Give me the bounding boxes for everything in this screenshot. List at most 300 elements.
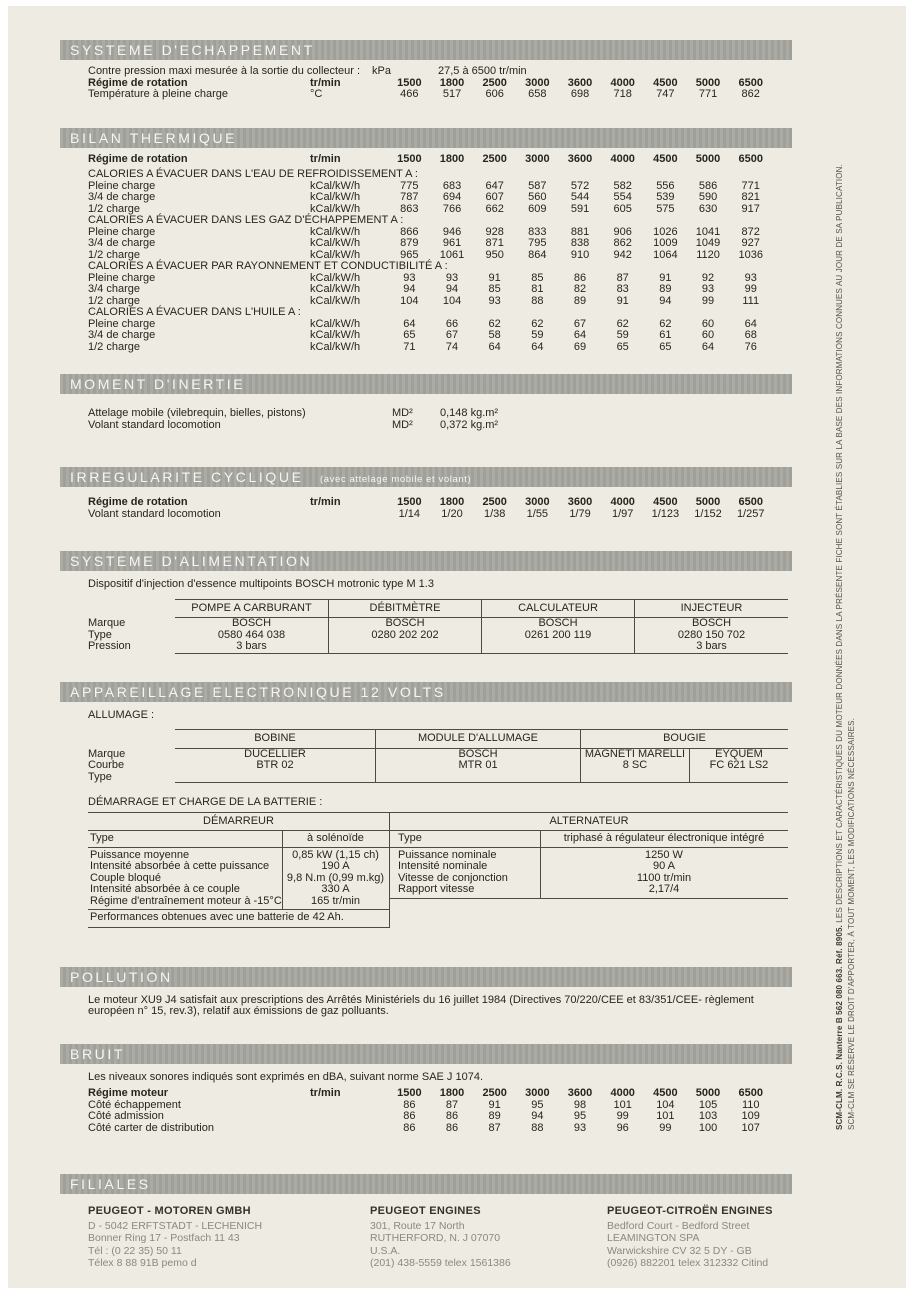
noise-section-title: BRUIT bbox=[70, 1045, 125, 1062]
spec-row bbox=[88, 330, 788, 342]
spec-row bbox=[88, 861, 389, 873]
section-exhaust-system bbox=[8, 40, 906, 101]
value-cell: 539 bbox=[656, 191, 675, 203]
value-cell: 93 bbox=[701, 283, 715, 295]
address-line: (201) 438-5559 telex 1561386 bbox=[370, 1257, 511, 1269]
column-header: CALCULATEUR bbox=[481, 599, 634, 619]
value-cell: 4000 bbox=[610, 152, 635, 165]
value-cell: 5000 bbox=[695, 76, 721, 89]
address-line: Warwickshire CV 32 5 DY - GB bbox=[607, 1244, 752, 1257]
row-label: Marque bbox=[88, 747, 126, 760]
value-cell: 86 bbox=[403, 1110, 416, 1122]
spec-row bbox=[88, 342, 788, 354]
address-line: 301, Route 17 North bbox=[370, 1219, 465, 1232]
value-cell: 3000 bbox=[525, 1087, 550, 1099]
row-unit: MD² bbox=[392, 418, 413, 431]
spec-row bbox=[88, 1111, 788, 1123]
value-cell: 1800 bbox=[439, 76, 465, 89]
value-cell: 74 bbox=[445, 340, 459, 353]
spec-row bbox=[88, 89, 788, 101]
inertia-section-header bbox=[60, 374, 792, 394]
value-cell: 86 bbox=[403, 1098, 416, 1111]
value-cell: 86 bbox=[445, 1110, 459, 1122]
value-cell: 917 bbox=[741, 202, 760, 215]
row-label: Intensité absorbée à ce couple bbox=[90, 883, 240, 895]
value-cell: 1500 bbox=[397, 152, 422, 165]
value-cell: 94 bbox=[403, 283, 416, 295]
value-cell: 718 bbox=[613, 88, 632, 100]
value-cell: 630 bbox=[698, 202, 718, 215]
electronics-section-title: APPAREILLAGE ELECTRONIQUE 12 VOLTS bbox=[70, 683, 446, 700]
section-subsidiaries bbox=[8, 1174, 906, 1270]
value-cell: 104 bbox=[656, 1098, 675, 1111]
value-cell: 1041 bbox=[695, 225, 721, 238]
value-cell: 4500 bbox=[653, 76, 678, 89]
back-pressure-value: 27,5 à 6500 tr/min bbox=[438, 65, 527, 77]
row-label: Côté admission bbox=[88, 1110, 164, 1122]
alternator-table bbox=[390, 812, 788, 899]
value-cell: 91 bbox=[488, 1098, 501, 1111]
row-values bbox=[388, 296, 788, 308]
row-label: Pleine charge bbox=[88, 225, 156, 238]
thermal-section-title: BILAN THERMIQUE bbox=[70, 129, 238, 146]
value-cell: 1/38 bbox=[483, 507, 506, 520]
spec-row bbox=[88, 1123, 788, 1135]
table-cell: BOSCH bbox=[328, 618, 481, 630]
value-cell: 1800 bbox=[439, 496, 465, 508]
value-cell: 64 bbox=[701, 340, 715, 353]
row-label: Rapport vitesse bbox=[398, 883, 475, 895]
row-unit: tr/min bbox=[310, 1087, 341, 1099]
value-cell: 766 bbox=[442, 202, 462, 215]
value-cell: 64 bbox=[744, 317, 757, 330]
value-cell: 4000 bbox=[610, 76, 635, 89]
fuel-section-title: SYSTEME D'ALIMENTATION bbox=[70, 553, 313, 569]
thermal-section-header bbox=[60, 128, 792, 148]
value-cell: 582 bbox=[613, 179, 632, 192]
row-label: Régime de rotation bbox=[88, 76, 188, 89]
group-title-coolant: CALORIES A ÉVACUER DANS L'EAU DE REFROIDISSEMENT A : bbox=[88, 168, 418, 180]
value-cell: 946 bbox=[442, 225, 462, 238]
row-label: Régime de rotation bbox=[88, 152, 188, 165]
spec-row bbox=[88, 319, 788, 331]
value-cell: 950 bbox=[485, 248, 504, 261]
value-cell: 965 bbox=[400, 248, 419, 261]
spec-row bbox=[88, 284, 788, 296]
row-value: 1250 W bbox=[645, 848, 683, 861]
value-cell: 881 bbox=[570, 225, 590, 238]
value-cell: 658 bbox=[528, 88, 547, 100]
value-cell: 66 bbox=[445, 317, 459, 330]
value-cell: 866 bbox=[400, 225, 419, 238]
table-cell bbox=[328, 641, 481, 654]
value-cell: 65 bbox=[616, 340, 629, 353]
value-cell: 59 bbox=[616, 329, 629, 341]
value-cell: 60 bbox=[701, 329, 715, 341]
column-header: MODULE D'ALLUMAGE bbox=[375, 729, 580, 749]
value-cell: 605 bbox=[613, 202, 632, 215]
group-title-exhaust-gas: CALORIES A ÉVACUER DANS LES GAZ D'ÉCHAPPEMENT A : bbox=[88, 214, 404, 226]
spec-row bbox=[88, 896, 389, 908]
table-cell: 0280 150 702 bbox=[634, 630, 788, 642]
value-cell: 89 bbox=[659, 283, 672, 295]
value-cell: 62 bbox=[616, 317, 629, 330]
table-cell: 3 bars bbox=[634, 641, 788, 654]
value-cell: 1/14 bbox=[398, 507, 421, 520]
value-cell: 81 bbox=[531, 283, 544, 295]
value-cell: 879 bbox=[400, 237, 419, 249]
row-value: 0,148 kg.m² bbox=[440, 407, 499, 419]
table-cell: MAGNETI MARELLI bbox=[584, 747, 686, 760]
table-cell: 0580 464 038 bbox=[217, 628, 286, 641]
table-cell bbox=[175, 772, 375, 784]
pollution-text: Le moteur XU9 J4 satisfait aux prescriptions des Arrêtés Ministériels du 16 juillet 1984 (Directives 70/220/CEE et 83/351/CEE- règlement européen n° 15, rev.3), relatif aux émissions de gaz polluants. bbox=[88, 993, 754, 1017]
company-name: PEUGEOT - MOTOREN GMBH bbox=[88, 1205, 251, 1217]
value-cell: 99 bbox=[744, 283, 757, 295]
value-cell: 572 bbox=[570, 179, 590, 192]
row-value: 2,17/4 bbox=[648, 883, 680, 895]
value-cell: 2500 bbox=[482, 496, 507, 508]
subsidiary-usa bbox=[370, 1206, 607, 1270]
value-cell: 95 bbox=[573, 1110, 587, 1122]
value-cell: 1049 bbox=[695, 237, 721, 249]
value-cell: 59 bbox=[531, 329, 544, 341]
row-label: Courbe bbox=[88, 759, 125, 771]
address-line: Bonner Ring 17 - Postfach 11 43 bbox=[88, 1232, 240, 1244]
fuel-section-header bbox=[60, 551, 792, 571]
fuel-system-table bbox=[88, 599, 788, 654]
value-cell: 517 bbox=[442, 88, 462, 100]
back-pressure-unit: kPa bbox=[372, 65, 391, 77]
row-unit: kCal/kW/h bbox=[310, 294, 361, 307]
row-value: triphasé à régulateur électronique intégré bbox=[563, 832, 765, 844]
value-cell: 1009 bbox=[653, 237, 678, 249]
value-cell: 607 bbox=[485, 191, 504, 203]
value-cell: 1/97 bbox=[611, 507, 634, 520]
value-cell: 58 bbox=[488, 329, 501, 341]
row-label: Vitesse de conjonction bbox=[398, 871, 508, 884]
value-cell: 910 bbox=[570, 248, 590, 261]
spec-row bbox=[88, 884, 389, 896]
value-cell: 544 bbox=[570, 191, 590, 203]
value-cell: 82 bbox=[573, 283, 587, 295]
value-cell: 1/152 bbox=[694, 507, 722, 520]
value-cell: 96 bbox=[616, 1121, 629, 1134]
row-unit bbox=[310, 1111, 388, 1123]
table-cell: FC 621 LS2 bbox=[689, 760, 788, 772]
value-cell: 65 bbox=[403, 329, 416, 341]
value-cell: 100 bbox=[698, 1121, 718, 1134]
table-corner bbox=[88, 729, 175, 749]
value-cell: 1500 bbox=[397, 76, 422, 89]
value-cell: 94 bbox=[659, 294, 672, 307]
value-cell: 94 bbox=[531, 1110, 544, 1122]
value-cell: 833 bbox=[528, 225, 547, 238]
row-label: Type bbox=[88, 770, 112, 783]
table-cell: 0261 200 119 bbox=[481, 630, 634, 642]
address-line: Tél : (0 22 35) 50 11 bbox=[88, 1244, 182, 1257]
starter-table bbox=[88, 812, 390, 928]
value-cell: 3600 bbox=[567, 496, 593, 508]
value-cell: 2500 bbox=[482, 1087, 507, 1099]
value-cell: 4500 bbox=[653, 1087, 678, 1099]
value-cell: 67 bbox=[445, 329, 459, 341]
irregularity-section-subtitle: (avec attelage mobile et volant) bbox=[320, 474, 472, 485]
row-label: 1/2 charge bbox=[88, 248, 140, 261]
column-header: POMPE A CARBURANT bbox=[175, 599, 328, 619]
value-cell: 5000 bbox=[695, 152, 721, 165]
row-label: Côté carter de distribution bbox=[88, 1121, 214, 1134]
row-value: 9,8 N.m (0,99 m.kg) bbox=[286, 871, 385, 884]
value-cell: 3000 bbox=[525, 496, 550, 508]
value-cell: 94 bbox=[445, 283, 459, 295]
row-unit: kCal/kW/h bbox=[310, 271, 361, 284]
pollution-section-title: POLLUTION bbox=[70, 968, 173, 985]
column-header: INJECTEUR bbox=[634, 599, 788, 619]
value-cell: 69 bbox=[573, 340, 587, 353]
row-label: 1/2 charge bbox=[88, 340, 140, 353]
row-unit bbox=[310, 1100, 388, 1112]
imprint-line-1 bbox=[834, 164, 846, 1130]
value-cell: 1120 bbox=[696, 248, 720, 261]
row-label: Régime moteur bbox=[88, 1087, 169, 1099]
row-label: Côté échappement bbox=[88, 1098, 181, 1111]
row-label: Attelage mobile (vilebrequin, bielles, pistons) bbox=[88, 407, 306, 419]
value-cell: 3600 bbox=[567, 1087, 593, 1099]
value-cell: 98 bbox=[573, 1098, 587, 1111]
spec-row bbox=[390, 884, 788, 896]
value-cell: 101 bbox=[656, 1110, 675, 1122]
spec-row bbox=[88, 227, 788, 239]
value-cell: 64 bbox=[403, 317, 416, 330]
value-cell: 4500 bbox=[653, 152, 678, 165]
starter-footnote: Performances obtenues avec une batterie de 42 Ah. bbox=[88, 910, 389, 928]
value-cell: 864 bbox=[528, 248, 547, 261]
value-cell: 862 bbox=[613, 237, 632, 249]
back-pressure-label: Contre pression maxi mesurée à la sortie du collecteur : bbox=[88, 65, 361, 77]
value-cell: 698 bbox=[570, 88, 590, 100]
row-label: Intensité nominale bbox=[398, 860, 488, 872]
value-cell: 872 bbox=[741, 225, 760, 238]
table-cell bbox=[689, 772, 788, 783]
value-cell: 1061 bbox=[439, 248, 465, 261]
value-cell: 5000 bbox=[695, 1087, 721, 1099]
row-unit: kCal/kW/h bbox=[310, 340, 361, 353]
imprint-line-2: SCM-CLM SE RÉSERVE LE DROIT D'APPORTER, À TOUT MOMENT, LES MODIFICATIONS NÉCESSAIRES. bbox=[847, 718, 856, 1130]
value-cell: 3600 bbox=[567, 76, 593, 89]
value-cell: 104 bbox=[442, 294, 462, 307]
row-unit: kCal/kW/h bbox=[310, 225, 361, 238]
table-cell: DUCELLIER bbox=[244, 747, 306, 760]
value-cell: 1064 bbox=[653, 248, 678, 261]
value-cell: 6500 bbox=[738, 76, 763, 89]
speed-header-row bbox=[88, 497, 788, 509]
value-cell: 1/55 bbox=[526, 507, 549, 520]
section-cyclic-irregularity bbox=[8, 467, 906, 520]
row-values bbox=[388, 89, 788, 101]
alternator-title: ALTERNATEUR bbox=[390, 812, 788, 832]
value-cell: 87 bbox=[616, 271, 629, 284]
value-cell: 747 bbox=[656, 88, 675, 100]
spec-row bbox=[390, 861, 788, 873]
table-cell: BOSCH bbox=[481, 618, 634, 630]
inertia-section-title: MOMENT D'INERTIE bbox=[70, 376, 246, 392]
row-values bbox=[388, 204, 788, 216]
column-header: BOBINE bbox=[175, 729, 375, 749]
value-cell: 4000 bbox=[610, 496, 635, 508]
starter-title: DÉMARREUR bbox=[88, 812, 389, 832]
value-cell: 92 bbox=[701, 271, 715, 284]
row-label: Volant standard locomotion bbox=[88, 418, 221, 431]
pollution-section-header bbox=[60, 967, 792, 987]
row-value: 1100 tr/min bbox=[636, 871, 692, 884]
group-title-radiation: CALORIES A ÉVACUER PAR RAYONNEMENT ET CONDUCTIBILITÉ A : bbox=[88, 260, 448, 272]
row-label: Régime de rotation bbox=[88, 496, 188, 508]
value-cell: 647 bbox=[485, 179, 504, 192]
value-cell: 590 bbox=[698, 191, 718, 203]
value-cell: 6500 bbox=[738, 152, 763, 165]
row-values bbox=[388, 284, 788, 296]
row-values bbox=[388, 250, 788, 262]
company-name: PEUGEOT ENGINES bbox=[370, 1205, 481, 1217]
value-cell: 683 bbox=[442, 179, 462, 192]
row-unit: kCal/kW/h bbox=[310, 179, 361, 192]
section-noise bbox=[8, 1044, 906, 1135]
value-cell: 60 bbox=[701, 317, 715, 330]
value-cell: 87 bbox=[488, 1121, 501, 1134]
row-label: Température à pleine charge bbox=[88, 88, 229, 100]
row-unit: kCal/kW/h bbox=[310, 329, 361, 341]
row-unit bbox=[310, 509, 388, 521]
value-cell: 1500 bbox=[397, 496, 422, 508]
value-cell: 591 bbox=[570, 202, 590, 215]
subsidiaries-columns bbox=[88, 1206, 796, 1270]
value-cell: 3000 bbox=[525, 76, 550, 89]
value-cell: 93 bbox=[445, 271, 459, 284]
battery-tables bbox=[88, 812, 788, 928]
value-cell: 609 bbox=[528, 202, 547, 215]
address-line: Bedford Court - Bedford Street bbox=[607, 1219, 750, 1232]
section-pollution bbox=[8, 967, 906, 1018]
table-cell-split bbox=[580, 772, 788, 784]
value-cell: 586 bbox=[698, 179, 718, 192]
back-pressure-note bbox=[88, 66, 788, 78]
value-cell: 1/123 bbox=[651, 507, 680, 520]
value-cell: 99 bbox=[701, 294, 715, 307]
value-cell: 1/20 bbox=[441, 507, 463, 520]
table-cell: 0280 202 202 bbox=[328, 630, 481, 642]
value-cell: 62 bbox=[488, 317, 501, 330]
subsidiary-germany bbox=[88, 1206, 370, 1270]
address-line: D - 5042 ERFTSTADT - LECHENICH bbox=[88, 1219, 263, 1232]
value-cell: 62 bbox=[531, 317, 544, 330]
value-cell: 71 bbox=[403, 340, 416, 353]
row-unit: tr/min bbox=[310, 152, 341, 165]
spec-row bbox=[88, 408, 788, 420]
value-cell: 93 bbox=[403, 271, 416, 284]
value-cell: 863 bbox=[400, 202, 419, 215]
noise-section-header bbox=[60, 1044, 792, 1064]
value-cell: 89 bbox=[573, 294, 587, 307]
company-address bbox=[88, 1220, 370, 1270]
value-cell: 928 bbox=[485, 225, 504, 238]
value-cell: 86 bbox=[573, 271, 587, 284]
value-cell: 4500 bbox=[653, 496, 678, 508]
value-cell: 110 bbox=[741, 1098, 760, 1111]
value-cell: 101 bbox=[613, 1098, 632, 1111]
value-cell: 2500 bbox=[482, 76, 507, 89]
value-cell: 606 bbox=[485, 88, 504, 100]
row-label: 3/4 de charge bbox=[88, 237, 156, 249]
row-label: 3/4 de charge bbox=[88, 329, 156, 341]
value-cell: 560 bbox=[528, 191, 547, 203]
value-cell: 662 bbox=[485, 202, 504, 215]
value-cell: 93 bbox=[573, 1121, 587, 1134]
spec-row bbox=[88, 509, 788, 521]
row-values bbox=[388, 342, 788, 354]
row-values bbox=[388, 154, 788, 166]
row-values bbox=[388, 1088, 788, 1100]
row-label: Pleine charge bbox=[88, 317, 156, 330]
value-cell: 62 bbox=[659, 317, 672, 330]
value-cell: 771 bbox=[698, 88, 718, 100]
exhaust-section-title: SYSTEME D'ECHAPPEMENT bbox=[70, 42, 315, 58]
battery-label: DÉMARRAGE ET CHARGE DE LA BATTERIE : bbox=[88, 796, 323, 808]
alternator-type-row bbox=[390, 831, 788, 848]
spec-row bbox=[88, 238, 788, 250]
section-thermal-balance bbox=[8, 128, 906, 354]
company-name: PEUGEOT-CITROËN ENGINES bbox=[607, 1205, 773, 1217]
value-cell: 5000 bbox=[695, 496, 721, 508]
value-cell: 6500 bbox=[738, 496, 763, 508]
speed-header-row bbox=[88, 1088, 788, 1100]
row-label: Type bbox=[90, 832, 114, 844]
value-cell: 61 bbox=[659, 329, 672, 341]
value-cell: 85 bbox=[488, 283, 501, 295]
row-unit: kCal/kW/h bbox=[310, 283, 361, 295]
row-value: à solénoïde bbox=[307, 832, 364, 844]
value-cell: 6500 bbox=[738, 1087, 763, 1099]
value-cell: 99 bbox=[616, 1110, 629, 1122]
row-label: 1/2 charge bbox=[88, 294, 140, 307]
spec-row bbox=[88, 420, 788, 432]
section-moment-of-inertia bbox=[8, 374, 906, 431]
value-cell: 88 bbox=[531, 1121, 544, 1134]
table-cell: BOSCH bbox=[375, 749, 580, 761]
value-cell: 775 bbox=[400, 179, 419, 192]
row-unit: tr/min bbox=[310, 76, 341, 89]
table-corner bbox=[88, 599, 175, 619]
value-cell: 795 bbox=[528, 237, 547, 249]
value-cell: 587 bbox=[528, 179, 547, 192]
value-cell: 109 bbox=[741, 1110, 760, 1122]
row-label: Pleine charge bbox=[88, 179, 156, 192]
section-electronic-equipment bbox=[8, 682, 906, 928]
spec-row bbox=[88, 192, 788, 204]
row-label: Type bbox=[398, 832, 422, 844]
section-fuel-system bbox=[8, 551, 906, 654]
address-line: Télex 8 88 91B pemo d bbox=[88, 1257, 197, 1269]
address-line: (0926) 882201 telex 312332 Citind bbox=[607, 1257, 769, 1269]
value-cell: 93 bbox=[744, 271, 757, 284]
row-unit: °C bbox=[310, 88, 323, 100]
address-line: LEAMINGTON SPA bbox=[607, 1232, 700, 1244]
value-cell: 103 bbox=[698, 1110, 718, 1122]
noise-intro: Les niveaux sonores indiqués sont exprimés en dBA, suivant norme SAE J 1074. bbox=[88, 1070, 484, 1083]
company-address bbox=[370, 1220, 607, 1270]
imprint-reference: SCM-CLM. R.C.S. Nanterre B 562 080 663. Réf. 8905. bbox=[835, 925, 844, 1130]
group-title-oil: CALORIES A ÉVACUER DANS L'HUILE A : bbox=[88, 306, 301, 318]
